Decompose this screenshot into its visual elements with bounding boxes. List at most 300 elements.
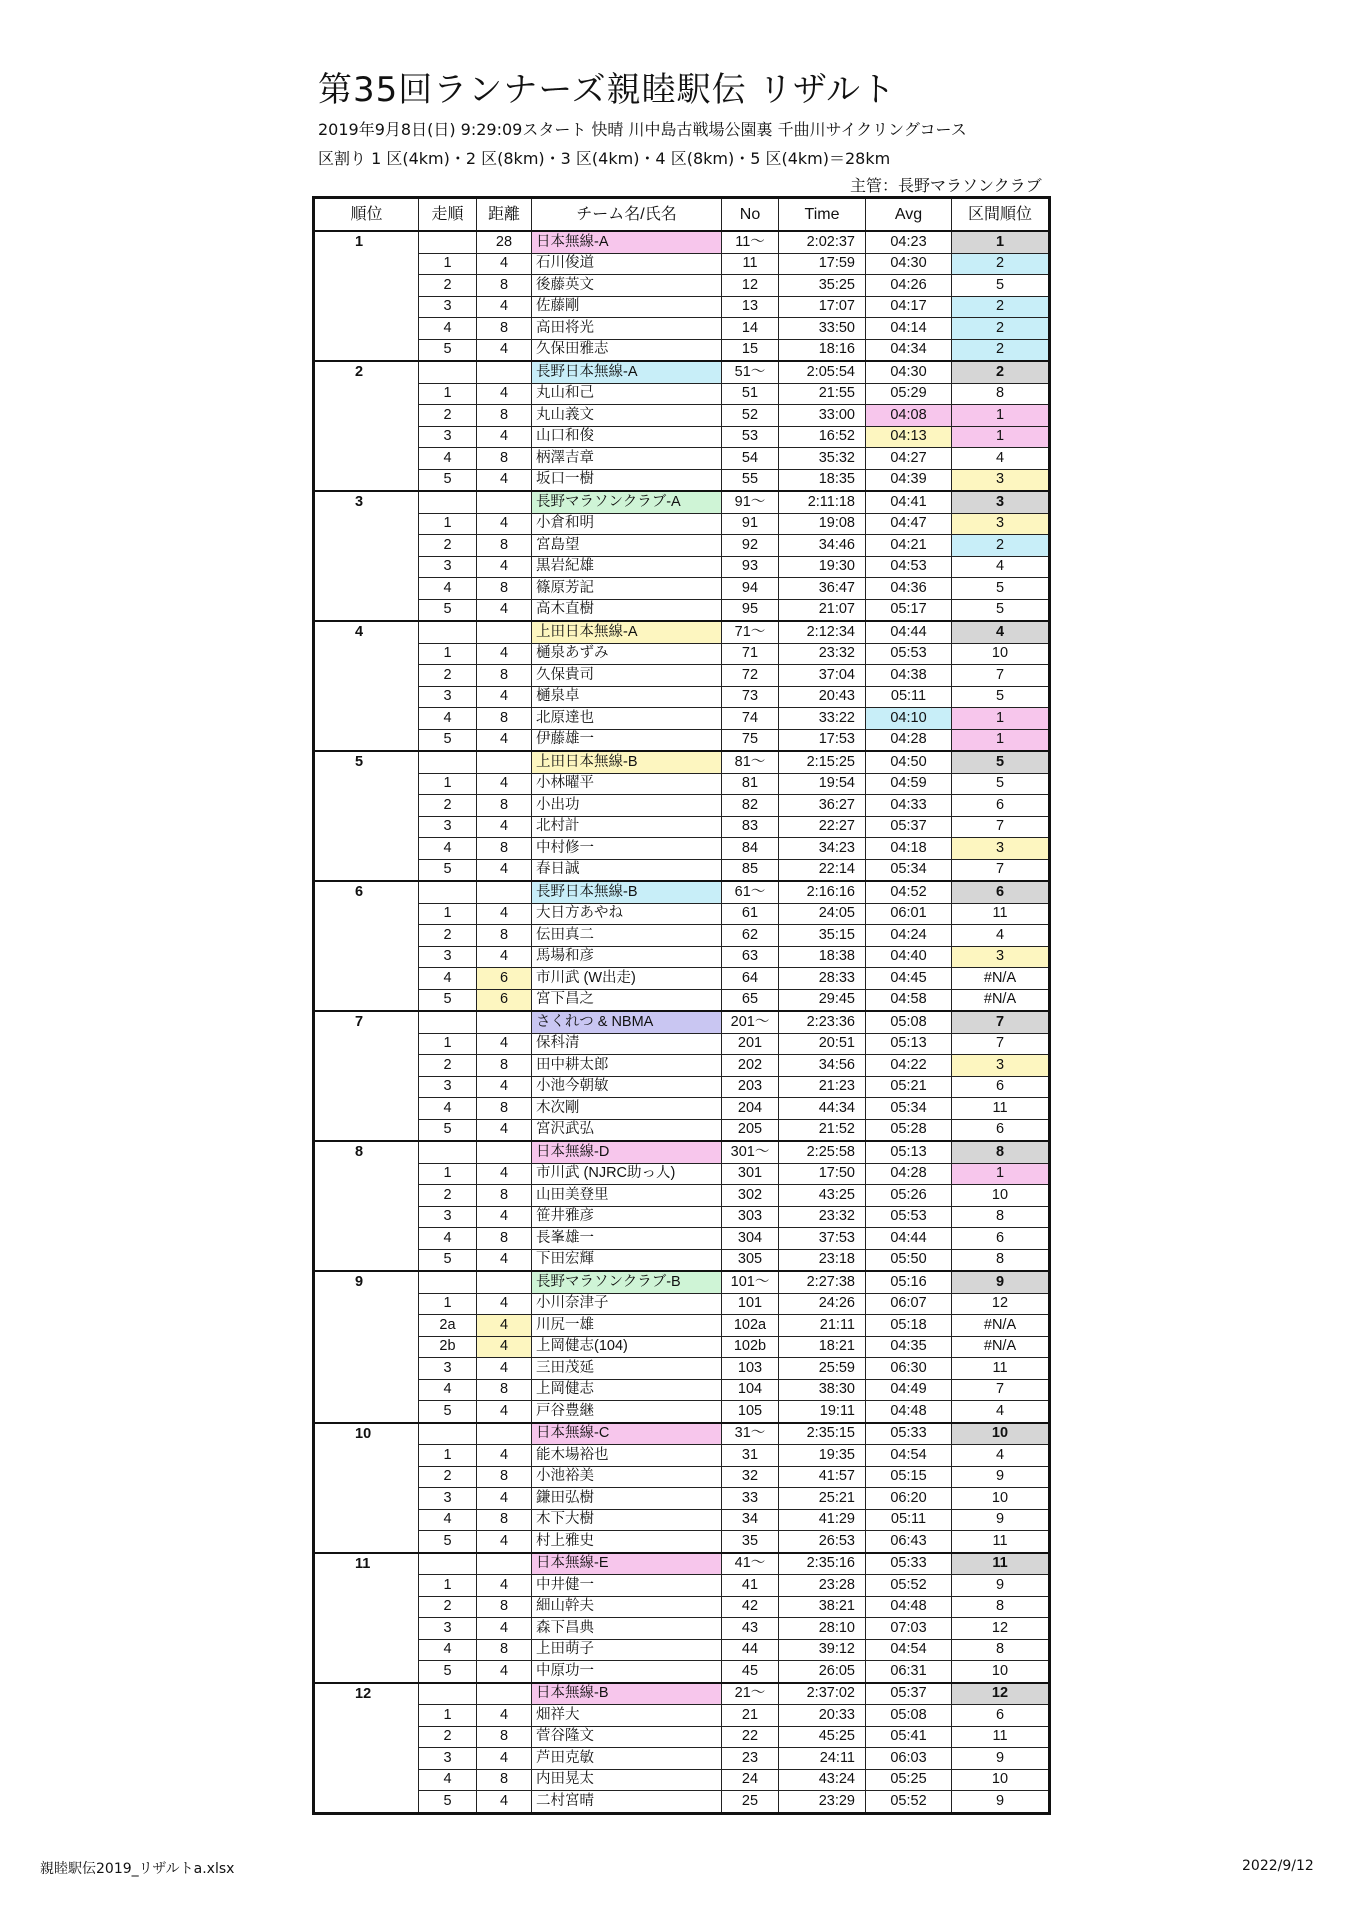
team-distance bbox=[477, 1553, 532, 1575]
runner-no: 24 bbox=[722, 1769, 779, 1791]
runner-section-rank: #N/A bbox=[952, 968, 1050, 990]
runner-avg: 06:03 bbox=[866, 1748, 952, 1770]
runner-order: 1 bbox=[419, 643, 477, 665]
runner-time: 33:50 bbox=[779, 318, 866, 340]
runner-distance: 4 bbox=[477, 556, 532, 578]
runner-name: 中原功一 bbox=[532, 1661, 722, 1683]
team-time: 2:15:25 bbox=[779, 751, 866, 773]
runner-avg: 04:26 bbox=[866, 275, 952, 297]
runner-distance: 8 bbox=[477, 795, 532, 817]
runner-avg: 05:26 bbox=[866, 1185, 952, 1207]
runner-avg: 04:36 bbox=[866, 578, 952, 600]
runner-rank-cell bbox=[314, 1185, 419, 1207]
runner-name: 下田宏輝 bbox=[532, 1249, 722, 1271]
runner-avg: 05:50 bbox=[866, 1249, 952, 1271]
runner-avg: 04:44 bbox=[866, 1228, 952, 1250]
runner-row bbox=[314, 1661, 1050, 1683]
runner-time: 19:30 bbox=[779, 556, 866, 578]
runner-order: 5 bbox=[419, 729, 477, 751]
runner-name: 石川俊道 bbox=[532, 253, 722, 275]
runner-row bbox=[314, 903, 1050, 925]
runner-avg: 05:11 bbox=[866, 1509, 952, 1531]
runner-order: 1 bbox=[419, 253, 477, 275]
runner-section-rank: 1 bbox=[952, 405, 1050, 427]
runner-section-rank: 6 bbox=[952, 1705, 1050, 1727]
runner-name: 鎌田弘樹 bbox=[532, 1488, 722, 1510]
runner-row bbox=[314, 773, 1050, 795]
runner-name: 戸谷豊継 bbox=[532, 1401, 722, 1423]
runner-no: 53 bbox=[722, 426, 779, 448]
runner-distance: 4 bbox=[477, 383, 532, 405]
runner-time: 21:11 bbox=[779, 1315, 866, 1337]
runner-order: 3 bbox=[419, 1748, 477, 1770]
team-row bbox=[314, 491, 1050, 513]
runner-time: 19:35 bbox=[779, 1445, 866, 1467]
runner-avg: 04:48 bbox=[866, 1596, 952, 1618]
runner-time: 29:45 bbox=[779, 989, 866, 1011]
runner-row bbox=[314, 426, 1050, 448]
runner-rank-cell bbox=[314, 318, 419, 340]
runner-name: 丸山義文 bbox=[532, 405, 722, 427]
runner-row bbox=[314, 1791, 1050, 1814]
team-section-rank: 4 bbox=[952, 621, 1050, 643]
runner-avg: 04:49 bbox=[866, 1379, 952, 1401]
runner-name: 笹井雅彦 bbox=[532, 1206, 722, 1228]
runner-rank-cell bbox=[314, 1575, 419, 1597]
runner-name: 樋泉あずみ bbox=[532, 643, 722, 665]
runner-order: 3 bbox=[419, 816, 477, 838]
runner-row bbox=[314, 599, 1050, 621]
runner-no: 85 bbox=[722, 859, 779, 881]
runner-section-rank: 10 bbox=[952, 643, 1050, 665]
team-avg: 04:30 bbox=[866, 361, 952, 383]
runner-distance: 8 bbox=[477, 1055, 532, 1077]
team-section-rank: 12 bbox=[952, 1683, 1050, 1705]
runner-row bbox=[314, 1401, 1050, 1423]
runner-rank-cell bbox=[314, 1315, 419, 1337]
runner-distance: 8 bbox=[477, 1098, 532, 1120]
runner-row bbox=[314, 1163, 1050, 1185]
runner-avg: 04:54 bbox=[866, 1639, 952, 1661]
runner-order: 2 bbox=[419, 1055, 477, 1077]
runner-row bbox=[314, 1249, 1050, 1271]
runner-row bbox=[314, 1445, 1050, 1467]
runner-rank-cell bbox=[314, 1401, 419, 1423]
runner-name: 大日方あやね bbox=[532, 903, 722, 925]
team-rank: 3 bbox=[314, 491, 419, 513]
runner-section-rank: 9 bbox=[952, 1748, 1050, 1770]
runner-rank-cell bbox=[314, 1488, 419, 1510]
runner-section-rank: 2 bbox=[952, 535, 1050, 557]
runner-no: 74 bbox=[722, 708, 779, 730]
runner-name: 山田美登里 bbox=[532, 1185, 722, 1207]
runner-name: 菅谷隆文 bbox=[532, 1726, 722, 1748]
runner-name: 市川武 (NJRC助っ人) bbox=[532, 1163, 722, 1185]
team-section-rank: 11 bbox=[952, 1553, 1050, 1575]
runner-row bbox=[314, 795, 1050, 817]
runner-section-rank: 5 bbox=[952, 275, 1050, 297]
runner-rank-cell bbox=[314, 1466, 419, 1488]
runner-no: 35 bbox=[722, 1531, 779, 1553]
runner-row bbox=[314, 296, 1050, 318]
runner-order: 4 bbox=[419, 448, 477, 470]
runner-section-rank: 2 bbox=[952, 253, 1050, 275]
team-name: 日本無線-A bbox=[532, 231, 722, 253]
runner-section-rank: 10 bbox=[952, 1769, 1050, 1791]
runner-rank-cell bbox=[314, 1098, 419, 1120]
runner-order: 5 bbox=[419, 1249, 477, 1271]
runner-section-rank: 9 bbox=[952, 1791, 1050, 1814]
team-rank: 2 bbox=[314, 361, 419, 383]
runner-section-rank: 7 bbox=[952, 1033, 1050, 1055]
runner-row bbox=[314, 556, 1050, 578]
runner-name: 伊藤雄一 bbox=[532, 729, 722, 751]
runner-rank-cell bbox=[314, 1379, 419, 1401]
runner-no: 21 bbox=[722, 1705, 779, 1727]
runner-distance: 4 bbox=[477, 1293, 532, 1315]
runner-order: 1 bbox=[419, 1575, 477, 1597]
team-row bbox=[314, 231, 1050, 253]
runner-section-rank: 4 bbox=[952, 556, 1050, 578]
runner-name: 宮下昌之 bbox=[532, 989, 722, 1011]
team-row bbox=[314, 1011, 1050, 1033]
runner-no: 202 bbox=[722, 1055, 779, 1077]
runner-time: 35:32 bbox=[779, 448, 866, 470]
runner-distance: 4 bbox=[477, 1445, 532, 1467]
runner-avg: 04:28 bbox=[866, 729, 952, 751]
runner-no: 82 bbox=[722, 795, 779, 817]
runner-name: 畑祥大 bbox=[532, 1705, 722, 1727]
team-distance bbox=[477, 361, 532, 383]
runner-order: 3 bbox=[419, 686, 477, 708]
runner-avg: 04:58 bbox=[866, 989, 952, 1011]
runner-time: 34:56 bbox=[779, 1055, 866, 1077]
runner-avg: 05:53 bbox=[866, 1206, 952, 1228]
team-distance bbox=[477, 881, 532, 903]
runner-no: 201 bbox=[722, 1033, 779, 1055]
runner-order: 4 bbox=[419, 1098, 477, 1120]
runner-no: 64 bbox=[722, 968, 779, 990]
runner-order: 4 bbox=[419, 578, 477, 600]
team-distance bbox=[477, 1271, 532, 1293]
runner-time: 23:18 bbox=[779, 1249, 866, 1271]
runner-distance: 8 bbox=[477, 838, 532, 860]
runner-time: 35:15 bbox=[779, 925, 866, 947]
runner-avg: 04:21 bbox=[866, 535, 952, 557]
runner-distance: 8 bbox=[477, 318, 532, 340]
team-order bbox=[419, 1011, 477, 1033]
runner-time: 37:53 bbox=[779, 1228, 866, 1250]
runner-distance: 4 bbox=[477, 339, 532, 361]
team-no: 101～ bbox=[722, 1271, 779, 1293]
runner-distance: 4 bbox=[477, 1315, 532, 1337]
runner-order: 3 bbox=[419, 1618, 477, 1640]
runner-section-rank: 7 bbox=[952, 859, 1050, 881]
runner-avg: 06:30 bbox=[866, 1358, 952, 1380]
team-time: 2:02:37 bbox=[779, 231, 866, 253]
team-rank: 5 bbox=[314, 751, 419, 773]
runner-distance: 8 bbox=[477, 1769, 532, 1791]
runner-time: 34:46 bbox=[779, 535, 866, 557]
runner-section-rank: 7 bbox=[952, 816, 1050, 838]
runner-section-rank: #N/A bbox=[952, 989, 1050, 1011]
team-section-rank: 5 bbox=[952, 751, 1050, 773]
team-rank: 8 bbox=[314, 1141, 419, 1163]
runner-order: 3 bbox=[419, 1076, 477, 1098]
col-header-time: Time bbox=[779, 198, 866, 232]
runner-rank-cell bbox=[314, 816, 419, 838]
runner-time: 21:23 bbox=[779, 1076, 866, 1098]
runner-order: 4 bbox=[419, 968, 477, 990]
runner-distance: 4 bbox=[477, 686, 532, 708]
runner-no: 103 bbox=[722, 1358, 779, 1380]
runner-time: 23:32 bbox=[779, 1206, 866, 1228]
runner-rank-cell bbox=[314, 469, 419, 491]
runner-order: 1 bbox=[419, 1163, 477, 1185]
team-distance bbox=[477, 1423, 532, 1445]
runner-order: 4 bbox=[419, 838, 477, 860]
runner-order: 2 bbox=[419, 795, 477, 817]
team-row bbox=[314, 881, 1050, 903]
runner-name: 二村宮晴 bbox=[532, 1791, 722, 1814]
runner-section-rank: 8 bbox=[952, 383, 1050, 405]
runner-time: 23:32 bbox=[779, 643, 866, 665]
runner-section-rank: 10 bbox=[952, 1661, 1050, 1683]
runner-distance: 4 bbox=[477, 1206, 532, 1228]
runner-section-rank: 1 bbox=[952, 708, 1050, 730]
runner-section-rank: 3 bbox=[952, 946, 1050, 968]
runner-avg: 06:20 bbox=[866, 1488, 952, 1510]
runner-time: 17:50 bbox=[779, 1163, 866, 1185]
runner-rank-cell bbox=[314, 1055, 419, 1077]
runner-name: 高田将光 bbox=[532, 318, 722, 340]
runner-name: 内田晃太 bbox=[532, 1769, 722, 1791]
team-section-rank: 6 bbox=[952, 881, 1050, 903]
runner-row bbox=[314, 383, 1050, 405]
runner-no: 203 bbox=[722, 1076, 779, 1098]
runner-section-rank: 5 bbox=[952, 773, 1050, 795]
runner-name: 村上雅史 bbox=[532, 1531, 722, 1553]
runner-row bbox=[314, 339, 1050, 361]
runner-avg: 06:07 bbox=[866, 1293, 952, 1315]
runner-rank-cell bbox=[314, 1293, 419, 1315]
runner-section-rank: 6 bbox=[952, 1076, 1050, 1098]
team-rank: 6 bbox=[314, 881, 419, 903]
runner-avg: 05:15 bbox=[866, 1466, 952, 1488]
team-distance bbox=[477, 491, 532, 513]
runner-time: 21:55 bbox=[779, 383, 866, 405]
runner-avg: 04:48 bbox=[866, 1401, 952, 1423]
runner-rank-cell bbox=[314, 1705, 419, 1727]
runner-distance: 4 bbox=[477, 599, 532, 621]
runner-avg: 04:08 bbox=[866, 405, 952, 427]
runner-time: 45:25 bbox=[779, 1726, 866, 1748]
runner-section-rank: 3 bbox=[952, 1055, 1050, 1077]
runner-no: 43 bbox=[722, 1618, 779, 1640]
runner-order: 5 bbox=[419, 1531, 477, 1553]
team-order bbox=[419, 1271, 477, 1293]
runner-section-rank: 3 bbox=[952, 513, 1050, 535]
runner-avg: 05:25 bbox=[866, 1769, 952, 1791]
runner-row bbox=[314, 729, 1050, 751]
runner-no: 94 bbox=[722, 578, 779, 600]
runner-name: 市川武 (W出走) bbox=[532, 968, 722, 990]
runner-time: 44:34 bbox=[779, 1098, 866, 1120]
runner-time: 20:33 bbox=[779, 1705, 866, 1727]
runner-name: 中井健一 bbox=[532, 1575, 722, 1597]
runner-no: 205 bbox=[722, 1119, 779, 1141]
runner-name: 佐藤剛 bbox=[532, 296, 722, 318]
runner-order: 4 bbox=[419, 318, 477, 340]
team-order bbox=[419, 751, 477, 773]
runner-rank-cell bbox=[314, 1596, 419, 1618]
runner-name: 中村修一 bbox=[532, 838, 722, 860]
runner-distance: 4 bbox=[477, 1531, 532, 1553]
runner-order: 2 bbox=[419, 1596, 477, 1618]
runner-time: 24:11 bbox=[779, 1748, 866, 1770]
team-row bbox=[314, 361, 1050, 383]
col-header-distance: 距離 bbox=[477, 198, 532, 232]
runner-section-rank: 10 bbox=[952, 1488, 1050, 1510]
runner-time: 39:12 bbox=[779, 1639, 866, 1661]
runner-row bbox=[314, 989, 1050, 1011]
runner-distance: 8 bbox=[477, 1726, 532, 1748]
runner-no: 102a bbox=[722, 1315, 779, 1337]
runner-section-rank: 1 bbox=[952, 1163, 1050, 1185]
team-avg: 04:41 bbox=[866, 491, 952, 513]
runner-avg: 04:39 bbox=[866, 469, 952, 491]
runner-avg: 04:33 bbox=[866, 795, 952, 817]
runner-row bbox=[314, 1098, 1050, 1120]
col-header-section-rank: 区間順位 bbox=[952, 198, 1050, 232]
runner-no: 34 bbox=[722, 1509, 779, 1531]
runner-time: 38:21 bbox=[779, 1596, 866, 1618]
team-time: 2:35:16 bbox=[779, 1553, 866, 1575]
runner-avg: 04:18 bbox=[866, 838, 952, 860]
runner-time: 24:26 bbox=[779, 1293, 866, 1315]
runner-no: 303 bbox=[722, 1206, 779, 1228]
runner-no: 12 bbox=[722, 275, 779, 297]
runner-section-rank: 8 bbox=[952, 1639, 1050, 1661]
team-rank: 9 bbox=[314, 1271, 419, 1293]
runner-time: 28:33 bbox=[779, 968, 866, 990]
runner-name: 長峯雄一 bbox=[532, 1228, 722, 1250]
runner-name: 小池今朝敏 bbox=[532, 1076, 722, 1098]
runner-distance: 8 bbox=[477, 275, 532, 297]
runner-time: 22:27 bbox=[779, 816, 866, 838]
runner-distance: 4 bbox=[477, 426, 532, 448]
team-name: 長野日本無線-A bbox=[532, 361, 722, 383]
runner-row bbox=[314, 253, 1050, 275]
runner-name: 北村計 bbox=[532, 816, 722, 838]
runner-section-rank: 11 bbox=[952, 1531, 1050, 1553]
runner-no: 55 bbox=[722, 469, 779, 491]
runner-row bbox=[314, 469, 1050, 491]
runner-name: 篠原芳記 bbox=[532, 578, 722, 600]
runner-name: 木次剛 bbox=[532, 1098, 722, 1120]
runner-order: 2 bbox=[419, 1466, 477, 1488]
runner-section-rank: #N/A bbox=[952, 1315, 1050, 1337]
col-header-avg: Avg bbox=[866, 198, 952, 232]
runner-avg: 06:31 bbox=[866, 1661, 952, 1683]
runner-time: 19:11 bbox=[779, 1401, 866, 1423]
runner-row bbox=[314, 1705, 1050, 1727]
runner-no: 65 bbox=[722, 989, 779, 1011]
runner-time: 23:29 bbox=[779, 1791, 866, 1814]
team-name: 長野マラソンクラブ-B bbox=[532, 1271, 722, 1293]
runner-section-rank: 4 bbox=[952, 925, 1050, 947]
runner-row bbox=[314, 838, 1050, 860]
runner-order: 2 bbox=[419, 405, 477, 427]
runner-no: 301 bbox=[722, 1163, 779, 1185]
runner-distance: 8 bbox=[477, 448, 532, 470]
runner-distance: 4 bbox=[477, 946, 532, 968]
team-no: 201～ bbox=[722, 1011, 779, 1033]
runner-distance: 8 bbox=[477, 405, 532, 427]
runner-order: 5 bbox=[419, 1661, 477, 1683]
runner-no: 52 bbox=[722, 405, 779, 427]
runner-rank-cell bbox=[314, 708, 419, 730]
runner-order: 3 bbox=[419, 1358, 477, 1380]
runner-row bbox=[314, 1185, 1050, 1207]
runner-no: 15 bbox=[722, 339, 779, 361]
runner-avg: 07:03 bbox=[866, 1618, 952, 1640]
runner-section-rank: 9 bbox=[952, 1466, 1050, 1488]
runner-time: 33:00 bbox=[779, 405, 866, 427]
runner-name: 上田萌子 bbox=[532, 1639, 722, 1661]
runner-order: 1 bbox=[419, 1293, 477, 1315]
runner-row bbox=[314, 275, 1050, 297]
runner-rank-cell bbox=[314, 599, 419, 621]
team-row bbox=[314, 1141, 1050, 1163]
runner-avg: 04:30 bbox=[866, 253, 952, 275]
runner-section-rank: 6 bbox=[952, 1119, 1050, 1141]
runner-no: 13 bbox=[722, 296, 779, 318]
runner-section-rank: 5 bbox=[952, 578, 1050, 600]
runner-row bbox=[314, 1336, 1050, 1358]
runner-row bbox=[314, 513, 1050, 535]
team-avg: 04:23 bbox=[866, 231, 952, 253]
runner-no: 204 bbox=[722, 1098, 779, 1120]
runner-distance: 8 bbox=[477, 1185, 532, 1207]
runner-time: 25:59 bbox=[779, 1358, 866, 1380]
runner-section-rank: 4 bbox=[952, 1445, 1050, 1467]
runner-distance: 6 bbox=[477, 968, 532, 990]
runner-time: 38:30 bbox=[779, 1379, 866, 1401]
runner-section-rank: 10 bbox=[952, 1185, 1050, 1207]
runner-row bbox=[314, 1358, 1050, 1380]
runner-no: 23 bbox=[722, 1748, 779, 1770]
runner-name: 坂口一樹 bbox=[532, 469, 722, 491]
runner-distance: 4 bbox=[477, 729, 532, 751]
runner-rank-cell bbox=[314, 643, 419, 665]
runner-row bbox=[314, 1379, 1050, 1401]
runner-avg: 04:10 bbox=[866, 708, 952, 730]
runner-row bbox=[314, 1466, 1050, 1488]
runner-name: 高木直樹 bbox=[532, 599, 722, 621]
runner-order: 5 bbox=[419, 859, 477, 881]
runner-order: 3 bbox=[419, 296, 477, 318]
runner-distance: 4 bbox=[477, 903, 532, 925]
runner-order: 1 bbox=[419, 513, 477, 535]
team-no: 31～ bbox=[722, 1423, 779, 1445]
runner-row bbox=[314, 1315, 1050, 1337]
runner-no: 44 bbox=[722, 1639, 779, 1661]
runner-avg: 04:24 bbox=[866, 925, 952, 947]
runner-name: 小川奈津子 bbox=[532, 1293, 722, 1315]
runner-name: 小倉和明 bbox=[532, 513, 722, 535]
runner-row bbox=[314, 816, 1050, 838]
